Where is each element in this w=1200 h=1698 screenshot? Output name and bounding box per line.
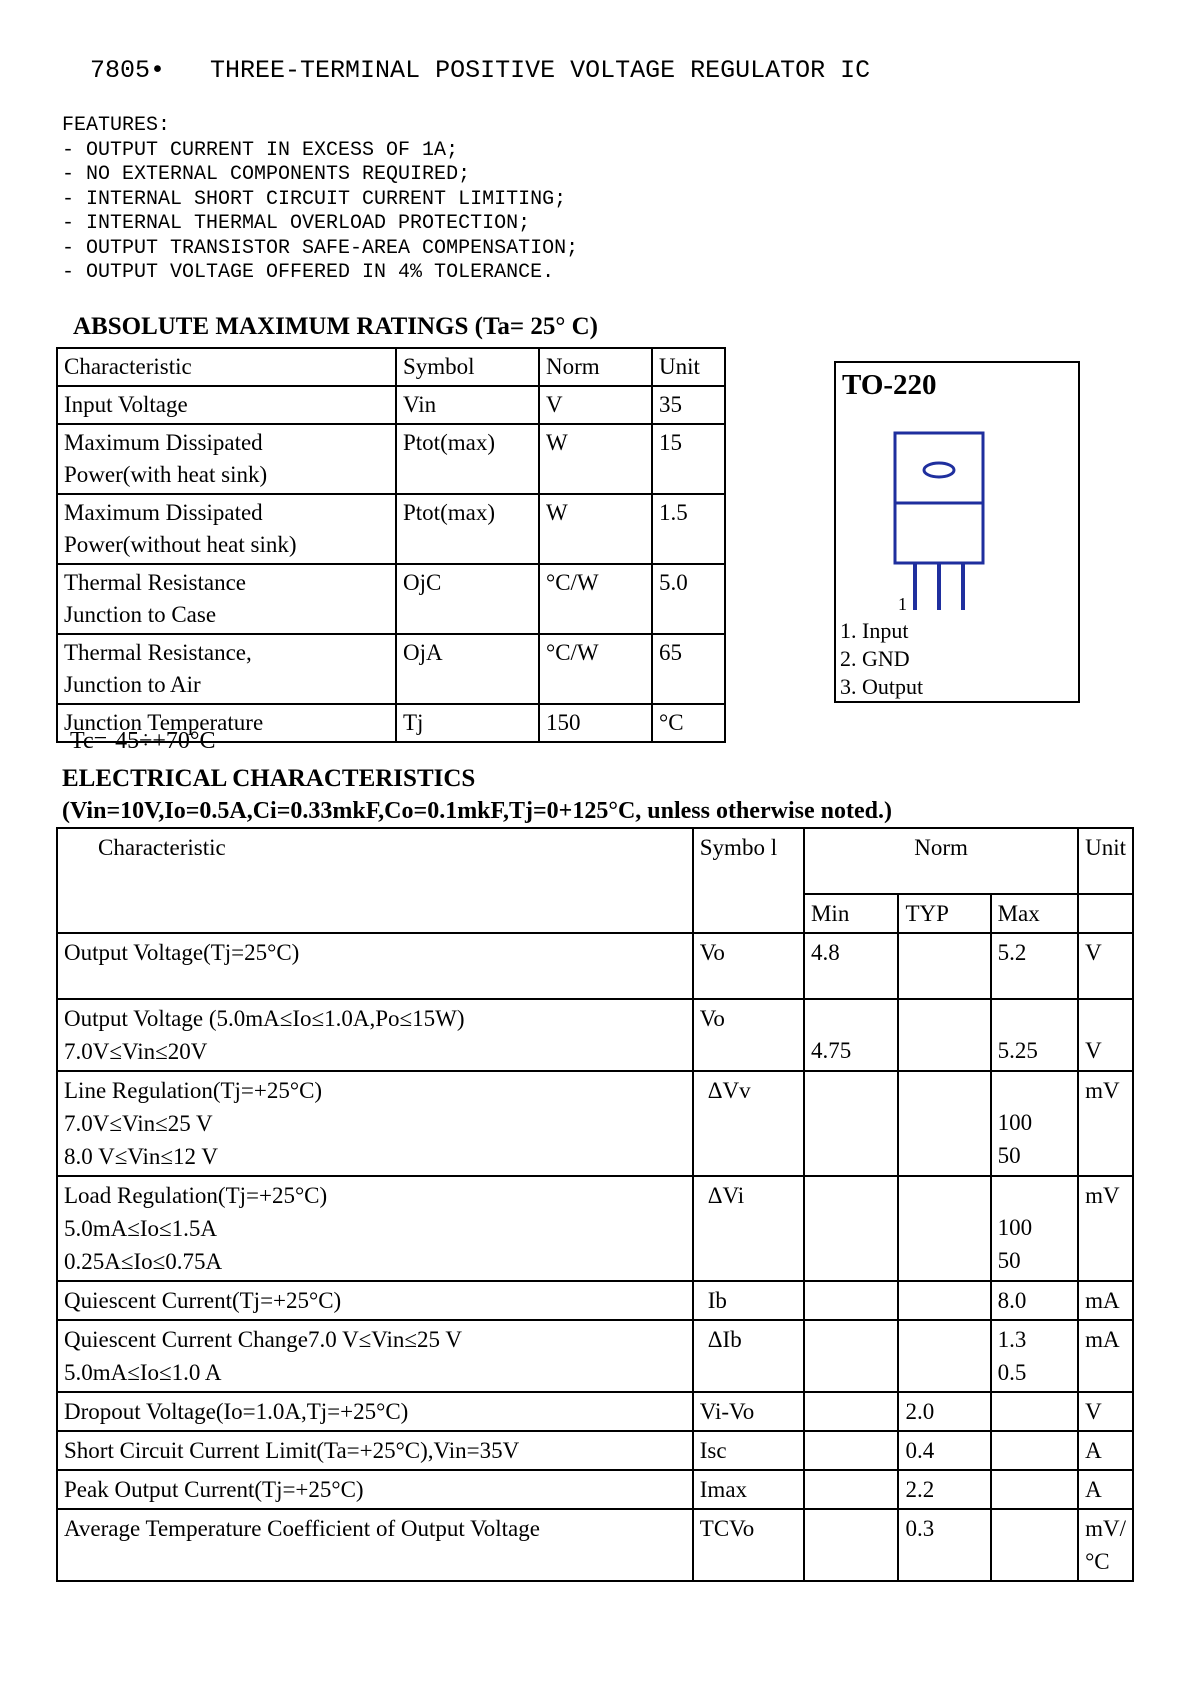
cell-symbol: OjC [396,564,539,634]
abs-max-heading: ABSOLUTE MAXIMUM RATINGS (Ta= 25° C) [73,313,598,340]
cell-typ [898,933,990,999]
cell-max [991,1509,1079,1581]
cell-symbol: Tj [396,704,539,742]
cell-typ [898,1320,990,1392]
table-row [57,1509,1133,1581]
cell-line: 50 [997,1143,1021,1168]
header-cell [1078,894,1133,933]
table-row [57,933,1133,999]
cell-line: Dropout Voltage(Io=1.0A,Tj=+25°C) [64,1399,409,1424]
features-section [62,114,578,286]
feature-item: - NO EXTERNAL COMPONENTS REQUIRED; [62,163,471,186]
cell-line: Quiescent Current Change7.0 V≤Vin≤25 V [64,1327,462,1352]
cell-typ: 0.3 [898,1509,990,1581]
cell-line: 5.0mA≤Io≤1.5A [64,1216,218,1241]
cell-characteristic [57,1431,693,1470]
cell-characteristic [57,386,396,424]
cell-typ [898,1176,990,1281]
cell-typ [898,1281,990,1320]
table-row [57,1470,1133,1509]
cell-unit: mV/°C [1078,1509,1133,1581]
cell-typ: 2.0 [898,1392,990,1431]
pin-label: 3. Output [840,674,924,699]
pin-label: 1. Input [840,618,909,643]
cell-symbol: ΔIb [693,1320,804,1392]
cell-line: Short Circuit Current Limit(Ta=+25°C),Vin=35V [64,1438,520,1463]
cell-line: Maximum Dissipated [64,430,263,455]
cell-line: 1.3 [997,1327,1027,1352]
cell-line: 100 [997,1215,1033,1240]
feature-item: - OUTPUT CURRENT IN EXCESS OF 1A; [62,138,459,162]
cell-characteristic [57,634,396,704]
cell-line: 0.5 [997,1360,1027,1385]
pin1-marker: 1 [898,594,907,614]
cell-characteristic [57,933,693,999]
cell-unit: 1.5 [652,494,725,564]
cell-min [804,1320,898,1392]
cell-line: 50 [997,1248,1021,1273]
cell-typ [898,1071,990,1176]
feature-item: - INTERNAL SHORT CIRCUIT CURRENT LIMITING; [62,187,567,211]
cell-max: 5.25 [991,999,1079,1071]
cell-symbol: ΔVv [693,1071,804,1176]
header-cell: Min [804,894,898,933]
cell-symbol: Ptot(max) [396,494,539,564]
table-row [57,424,725,494]
cell-min: 4.75 [804,999,898,1071]
table-row [57,1176,1133,1281]
cell-line: Output Voltage(Tj=25°C) [64,940,300,965]
cell-max: 8.0 [991,1281,1079,1320]
mounting-hole [924,463,954,477]
cell-line: Junction to Air [64,672,201,697]
cell-symbol: Imax [693,1470,804,1509]
cell-line: 100 [997,1110,1033,1135]
cell-line: Junction to Case [64,602,217,627]
cell-max [991,1470,1079,1509]
cell-typ [898,999,990,1071]
cell-unit: mA [1078,1320,1133,1392]
cell-symbol: Vin [396,386,539,424]
cell-norm: W [539,424,652,494]
cell-line: 0.25A≤Io≤0.75A [64,1249,223,1274]
cell-unit: mA [1078,1281,1133,1320]
cell-symbol: Isc [693,1431,804,1470]
cell-min [804,1281,898,1320]
cell-min: 4.8 [804,933,898,999]
cell-line: Quiescent Current(Tj=+25°C) [64,1288,342,1313]
cell-unit: 15 [652,424,725,494]
cell-symbol: OjA [396,634,539,704]
cell-symbol: Ptot(max) [396,424,539,494]
cell-min [804,1470,898,1509]
package-outline [895,433,983,610]
header-cell: Max [991,894,1079,933]
cell-line: 7.0V≤Vin≤25 V [64,1111,213,1136]
header-cell: Norm [539,348,652,386]
table-row [57,494,725,564]
cell-line: Output Voltage (5.0mA≤Io≤1.0A,Po≤15W) [64,1006,465,1031]
cell-unit: A [1078,1470,1133,1509]
cell-line: 7.0V≤Vin≤20V [64,1039,208,1064]
cell-characteristic [57,564,396,634]
cell-min [804,1071,898,1176]
package-body [895,433,983,563]
cell-symbol: Vo [693,999,804,1071]
cell-typ: 0.4 [898,1431,990,1470]
cell-characteristic [57,424,396,494]
cell-max [991,1320,1079,1392]
document-title [90,56,870,85]
features-heading: FEATURES: [62,114,171,137]
cell-characteristic [57,1320,693,1392]
cell-line: Input Voltage [64,392,188,417]
cell-min [804,1431,898,1470]
cell-norm: 150 [539,704,652,742]
cell-norm: W [539,494,652,564]
cell-line: Junction Temperature [64,710,264,735]
pin-label: 2. GND [840,646,910,671]
cell-symbol: Vo [693,933,804,999]
cell-line: Line Regulation(Tj=+25°C) [64,1078,323,1103]
cell-unit: 5.0 [652,564,725,634]
header-cell: Symbo l [693,828,804,933]
cell-characteristic [57,1470,693,1509]
electrical-heading: ELECTRICAL CHARACTERISTICS [62,765,476,792]
part-number: 7805• [90,56,166,85]
cell-unit: V [1078,933,1133,999]
cell-line: Peak Output Current(Tj=+25°C) [64,1477,364,1502]
package-box [834,361,1080,703]
cell-symbol: Ib [693,1281,804,1320]
table-row [57,564,725,634]
cell-characteristic [57,1392,693,1431]
header-cell: Symbol [396,348,539,386]
table-row [57,1320,1133,1392]
cell-characteristic [57,999,693,1071]
table-row [57,386,725,424]
header-cell: Characteristic [57,348,396,386]
cell-max [991,1431,1079,1470]
cell-min [804,1392,898,1431]
header-cell: Norm [804,828,1078,894]
cell-unit: V [1078,999,1133,1071]
table-row [57,1071,1133,1176]
cell-line: Load Regulation(Tj=+25°C) [64,1183,328,1208]
cell-line: Thermal Resistance [64,570,247,595]
cell-line: 8.0 V≤Vin≤12 V [64,1144,219,1169]
cell-max [991,1176,1079,1281]
feature-item: - OUTPUT VOLTAGE OFFERED IN 4% TOLERANCE. [62,261,555,284]
table-row [57,999,1133,1071]
cell-line: Thermal Resistance, [64,640,252,665]
cell-max [991,1071,1079,1176]
table-header-row [57,348,725,386]
abs-max-table [56,347,726,743]
package-name: TO-220 [842,369,937,401]
cell-line: Power(with heat sink) [64,462,268,487]
tc-note: Tc=-45÷+70°C [70,728,216,754]
cell-norm: V [539,386,652,424]
cell-unit: °C [652,704,725,742]
cell-unit: 65 [652,634,725,704]
cell-line: 5.0mA≤Io≤1.0 A [64,1360,222,1385]
cell-symbol: TCVo [693,1509,804,1581]
cell-unit: mV [1078,1176,1133,1281]
cell-max: 5.2 [991,933,1079,999]
table-header-row [57,828,1133,894]
header-cell: Unit [1078,828,1133,894]
pin-list [840,617,923,701]
cell-line: Average Temperature Coefficient of Output Voltage [64,1516,540,1541]
cell-unit: mV [1078,1071,1133,1176]
feature-item: - OUTPUT TRANSISTOR SAFE-AREA COMPENSATION; [62,236,579,260]
cell-max [991,1392,1079,1431]
cell-characteristic [57,1509,693,1581]
cell-symbol: ΔVi [693,1176,804,1281]
cell-line: Power(without heat sink) [64,532,297,557]
cell-unit: 35 [652,386,725,424]
table-row [57,1431,1133,1470]
cell-norm: °C/W [539,634,652,704]
cell-unit: V [1078,1392,1133,1431]
title-text: THREE-TERMINAL POSITIVE VOLTAGE REGULATOR IC [210,56,871,85]
table-row [57,634,725,704]
header-cell: Characteristic [57,828,693,933]
cell-min [804,1509,898,1581]
cell-min [804,1176,898,1281]
cell-line: Maximum Dissipated [64,500,263,525]
cell-typ: 2.2 [898,1470,990,1509]
cell-characteristic [57,494,396,564]
header-cell: Unit [652,348,725,386]
table-row [57,1281,1133,1320]
electrical-table [56,827,1134,1582]
cell-characteristic [57,1176,693,1281]
cell-characteristic [57,1281,693,1320]
table-row [57,1392,1133,1431]
cell-characteristic [57,1071,693,1176]
feature-item: - INTERNAL THERMAL OVERLOAD PROTECTION; [62,212,531,235]
cell-norm: °C/W [539,564,652,634]
cell-symbol: Vi-Vo [693,1392,804,1431]
electrical-conditions: (Vin=10V,Io=0.5A,Ci=0.33mkF,Co=0.1mkF,Tj=0+125°C, unless otherwise noted.) [62,798,892,824]
header-cell: TYP [898,894,990,933]
cell-unit: A [1078,1431,1133,1470]
